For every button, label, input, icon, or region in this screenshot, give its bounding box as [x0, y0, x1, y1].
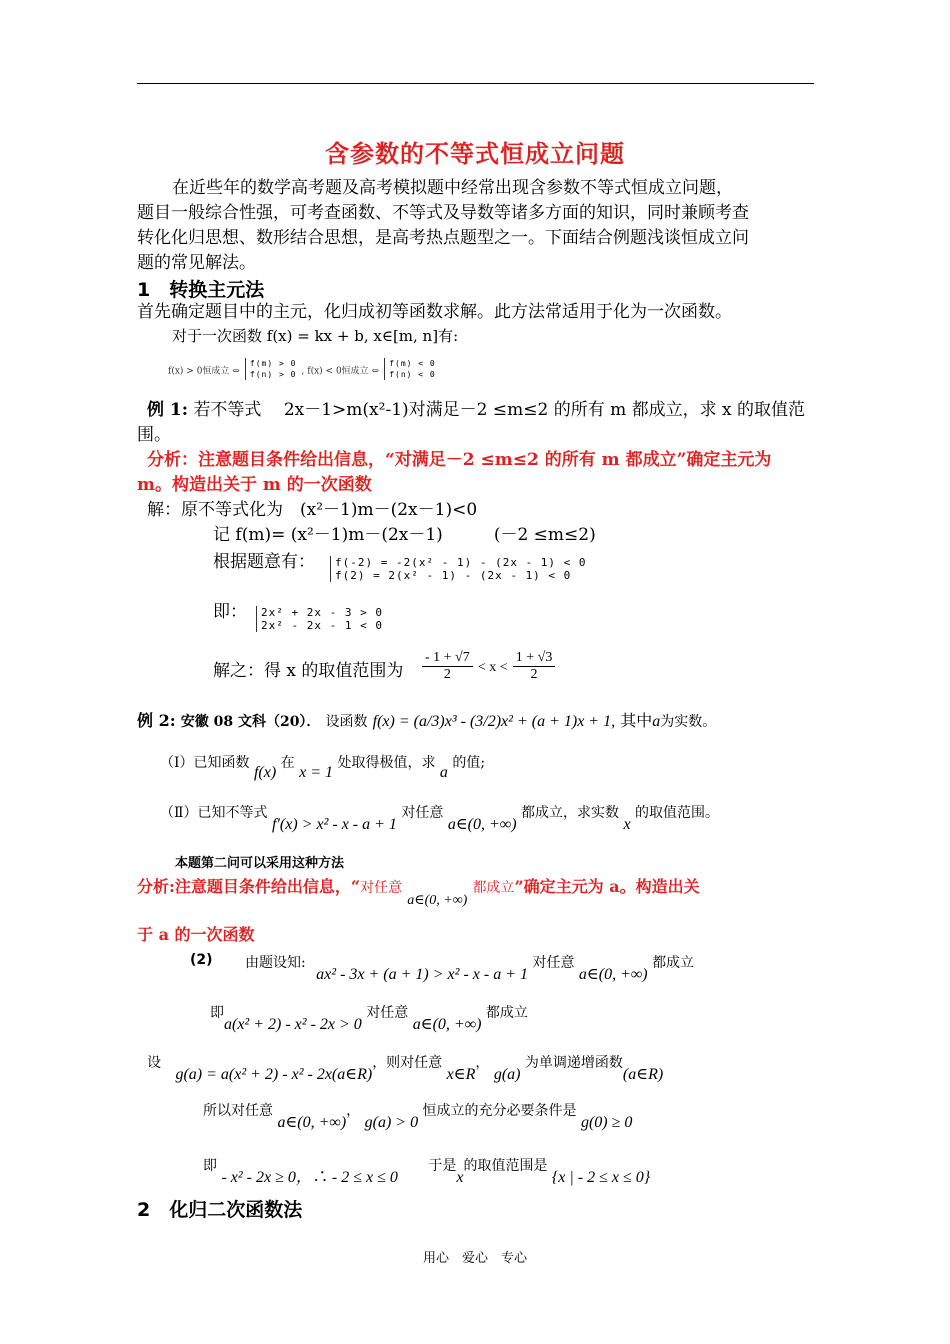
example-1-system-1: f(-2) = -2(x² - 1) - (2x - 1) < 0 f(2) = 2(x² - 1) - (2x - 1) < 0 [330, 556, 587, 582]
example-2-note: 本题第二问可以采用这种方法 [175, 856, 345, 871]
linear-conditions [168, 358, 436, 388]
intro-line-3: 转化化归思想、数形结合思想，是高考热点题型之一。下面结合例题浅谈恒成立问 [137, 228, 749, 248]
example-1-solution-3: 根据题意有： [213, 552, 315, 572]
intro-line-2: 题目一般综合性强，可考查函数、不等式及导数等诸多方面的知识，同时兼顾考查 [137, 203, 749, 223]
example-2-step-2: 即a(x² + 2) - x² - 2x > 0 对任意 a∈(0, +∞) 都成立 [210, 1005, 528, 1033]
example-2-analysis-1: 分析:注意题目条件给出信息，“对任意 a∈(0, +∞) 都成立”确定主元为 a。构造出关 [137, 877, 700, 908]
example-1-solution-4: 即： [213, 602, 247, 622]
example-1-solution-1: 解：原不等式化为 (x²－1)m－(2x－1)<0 [147, 500, 478, 520]
example-2-statement: 例 2: 安徽 08 文科（20）． 设函数 f(x) = (a/3)x³ - (3/2)x² + (a + 1)x + 1, 其中a为实数。 [137, 711, 717, 730]
section-1-heading: 1 转换主元法 [137, 279, 265, 301]
linear-cond-neg: , f(x) < 0恒成立 ⇔ [301, 366, 380, 377]
header-rule [137, 83, 814, 84]
example-1-analysis-1: 分析：注意题目条件给出信息，“对满足－2 ≤m≤2 的所有 m 都成立”确定主元为 [147, 450, 772, 470]
example-2-function: f(x) = (a/3)x³ - (3/2)x² + (a + 1)x + 1, [372, 713, 616, 730]
example-2-solution-number: (2) [190, 952, 213, 968]
page-title: 含参数的不等式恒成立问题 [325, 139, 625, 168]
example-1-analysis-2: m。构造出关于 m 的一次函数 [137, 475, 372, 495]
example-2-step-3: 设 g(a) = a(x² + 2) - x² - 2x(a∈R)，则对任意 x∈R， g(a) 为单调递增函数(a∈R) [147, 1055, 664, 1083]
section-2-heading: 2 化归二次函数法 [137, 1199, 303, 1221]
example-2-step-1: 由题设知: ax² - 3x + (a + 1) > x² - x - a + 1 对任意 a∈(0, +∞) 都成立 [245, 955, 695, 983]
fraction-left: $\frac{- 1 + √7}{2}$ [422, 650, 473, 683]
example-2-step-4: 所以对任意 a∈(0, +∞)， g(a) > 0 恒成立的充分必要条件是 g(0) ≥ 0 [203, 1103, 633, 1131]
example-1-result: $\frac{- 1 + √7}{2}$ < x < $\frac{1 + √3}{2}$ [422, 650, 555, 683]
example-2-question-2: （Ⅱ）已知不等式 f′(x) > x² - x - a + 1 对任意 a∈(0, +∞) 都成立，求实数 x 的取值范围。 [160, 805, 719, 833]
section-1-desc: 首先确定题目中的主元，化归成初等函数求解。此方法常适用于化为一次函数。 [137, 302, 732, 322]
intro-line-4: 题的常见解法。 [137, 253, 256, 273]
example-1-statement-cont: 围。 [137, 425, 171, 445]
example-1-statement: 例 1: 若不等式 2x－1>m(x²-1)对满足－2 ≤m≤2 的所有 m 都成立，求 x 的取值范 [147, 400, 806, 420]
linear-function-intro: 对于一次函数 f(x) = kx + b, x∈[m, n]有: [172, 327, 459, 345]
linear-system-pos: f(m) > 0 f(n) > 0 [245, 358, 297, 380]
example-2-step-5: 即 - x² - 2x ≥ 0，∴ - 2 ≤ x ≤ 0 于是x的取值范围是 {x | - 2 ≤ x ≤ 0} [203, 1158, 651, 1186]
example-2-analysis-2: 于 a 的一次函数 [137, 925, 255, 944]
example-1-solution-5: 解之：得 x 的取值范围为 [213, 661, 404, 681]
linear-system-neg: f(m) < 0 f(n) < 0 [384, 358, 436, 380]
intro-line-1: 在近些年的数学高考题及高考模拟题中经常出现含参数不等式恒成立问题， [172, 178, 733, 198]
example-1-system-2: 2x² + 2x - 3 > 0 2x² - 2x - 1 < 0 [256, 606, 383, 632]
page-footer: 用心 爱心 专心 [422, 1251, 527, 1266]
example-2-question-1: （Ⅰ）已知函数 f(x) 在 x = 1 处取得极值，求 a 的值; [160, 755, 486, 781]
linear-cond-pos: f(x) > 0恒成立 ⇔ [168, 366, 240, 377]
fraction-right: $\frac{1 + √3}{2}$ [513, 650, 556, 683]
example-1-solution-2: 记 f(m)= (x²－1)m－(2x－1) (－2 ≤m≤2) [213, 525, 596, 545]
